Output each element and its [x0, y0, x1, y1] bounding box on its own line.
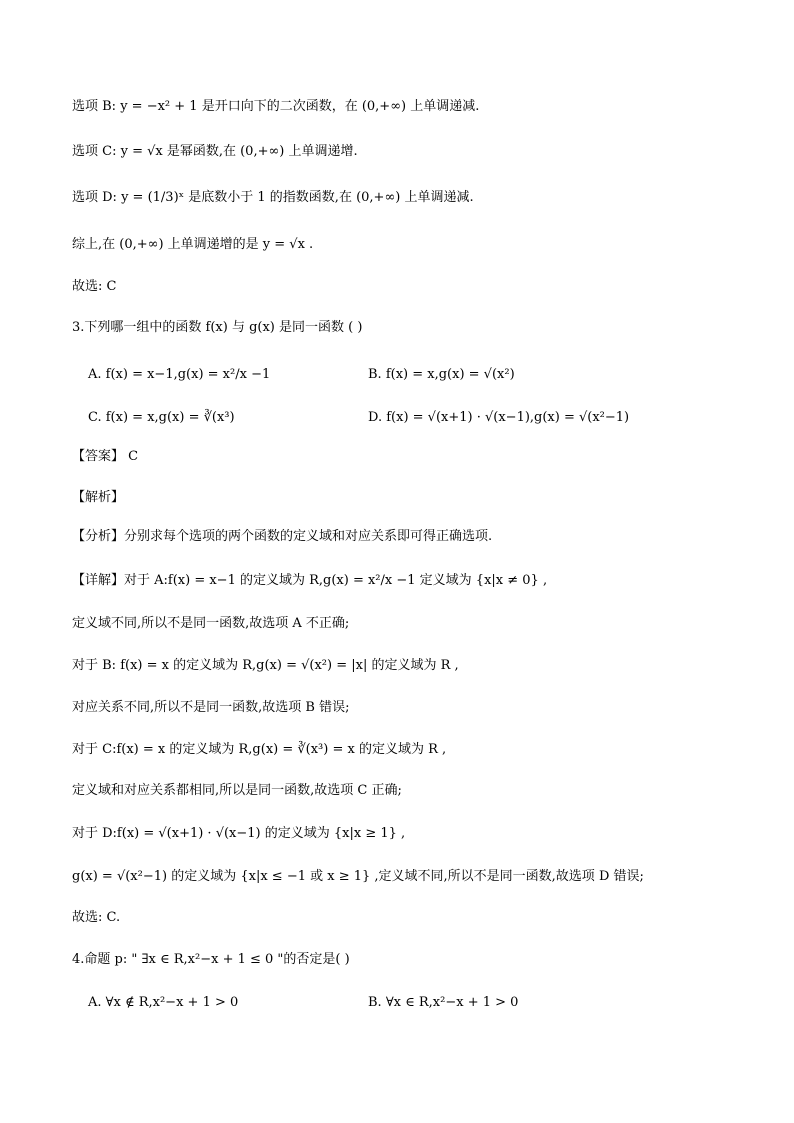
q3-detail-c-conclusion: 定义域和对应关系都相同,所以是同一函数,故选项 C 正确;	[72, 783, 402, 798]
q3-final-answer: 故选: C.	[72, 910, 121, 925]
option-b-analysis: 选项 B: y = −x² + 1 是开口向下的二次函数，在 (0,+∞) 上单调递减.	[72, 99, 480, 114]
q3-answer: 【答案】 C	[72, 449, 139, 464]
q3-detail-d-conclusion: g(x) = √(x²−1) 的定义域为 {x|x ≤ −1 或 x ≥ 1} ,定义域不同,所以不是同一函数,故选项 D 错误;	[72, 869, 644, 884]
q4-option-a: A. ∀x ∉ R,x²−x + 1 > 0	[88, 995, 239, 1010]
option-c-analysis: 选项 C: y = √x 是幂函数,在 (0,+∞) 上单调递增.	[72, 144, 358, 159]
q3-detail-b: 对于 B: f(x) = x 的定义域为 R,g(x) = √(x²) = |x| 的定义域为 R ,	[72, 658, 459, 673]
q3-detail-c: 对于 C:f(x) = x 的定义域为 R,g(x) = ∛(x³) = x 的定义域为 R ,	[72, 742, 447, 757]
q3-option-c: C. f(x) = x,g(x) = ∛(x³)	[88, 410, 235, 425]
q3-detail-a-conclusion: 定义域不同,所以不是同一函数,故选项 A 不正确;	[72, 616, 350, 631]
q3-detail-b-conclusion: 对应关系不同,所以不是同一函数,故选项 B 错误;	[72, 700, 350, 715]
q3-detail-a: 【详解】对于 A:f(x) = x−1 的定义域为 R,g(x) = x²/x −1 定义域为 {x|x ≠ 0} ,	[72, 573, 548, 588]
question-4-stem: 4.命题 p: " ∃x ∈ R,x²−x + 1 ≤ 0 "的否定是( )	[72, 952, 350, 967]
q3-option-b: B. f(x) = x,g(x) = √(x²)	[368, 367, 515, 382]
q3-option-a: A. f(x) = x−1,g(x) = x²/x −1	[88, 367, 271, 382]
answer-choice-q2: 故选: C	[72, 279, 117, 294]
q3-detail-d: 对于 D:f(x) = √(x+1) · √(x−1) 的定义域为 {x|x ≥ 1} ,	[72, 826, 406, 841]
summary-line: 综上,在 (0,+∞) 上单调递增的是 y = √x .	[72, 237, 314, 252]
q3-analysis: 【分析】分别求每个选项的两个函数的定义域和对应关系即可得正确选项.	[72, 529, 493, 544]
q3-explanation-heading: 【解析】	[72, 490, 125, 505]
option-d-analysis: 选项 D: y = (1/3)ˣ 是底数小于 1 的指数函数,在 (0,+∞) 上单调递减.	[72, 190, 474, 205]
question-3-stem: 3.下列哪一组中的函数 f(x) 与 g(x) 是同一函数 ( )	[72, 320, 363, 335]
q3-option-d: D. f(x) = √(x+1) · √(x−1),g(x) = √(x²−1)	[368, 410, 630, 425]
q4-option-b: B. ∀x ∈ R,x²−x + 1 > 0	[368, 995, 519, 1010]
